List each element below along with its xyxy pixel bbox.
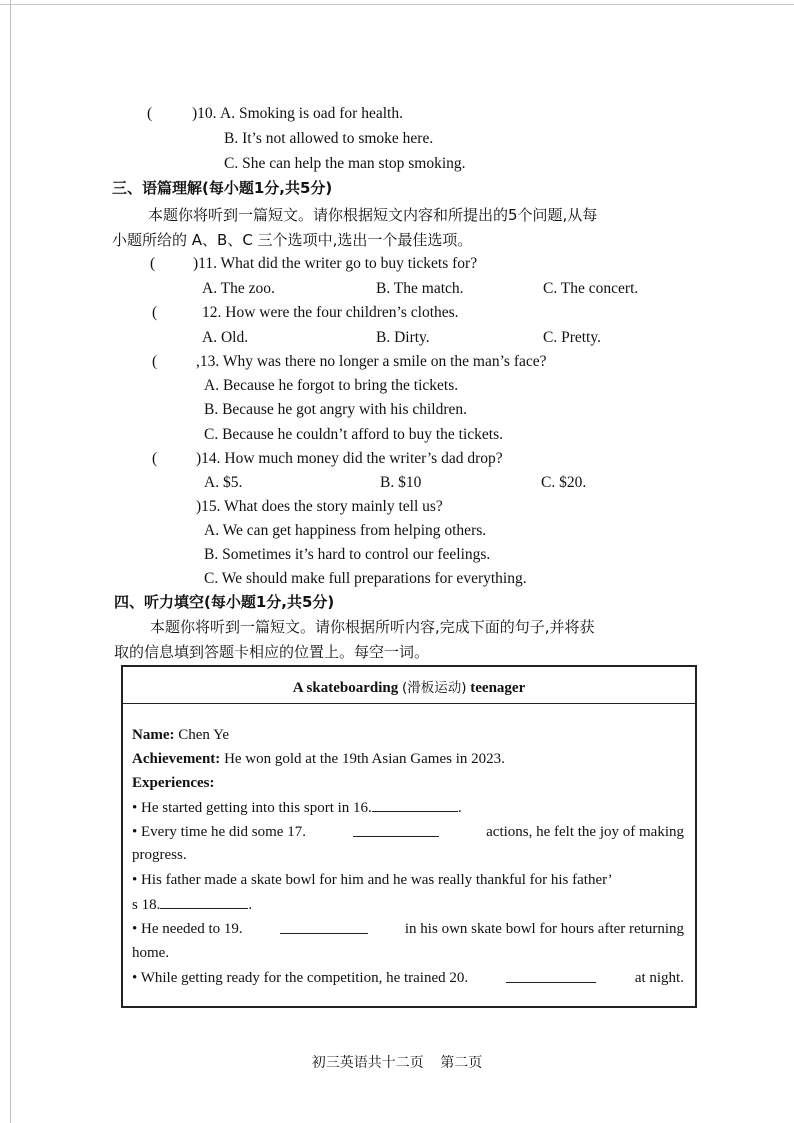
experiences-label: Experiences:	[132, 775, 215, 791]
q13-option-c: C. Because he couldn’t afford to buy the tickets.	[204, 426, 504, 443]
blank-item-17	[132, 822, 684, 842]
achievement-value: He won gold at the 19th Asian Games in 2023.	[224, 751, 505, 767]
item16-text: • He started getting into this sport in 16.	[132, 800, 372, 816]
q12-option-c: C. Pretty.	[543, 329, 601, 346]
info-card-title	[123, 676, 695, 697]
q15-option-a: A. We can get happiness from helping others.	[204, 522, 487, 539]
q13-paren: (	[152, 353, 158, 370]
blank-item-18	[132, 894, 252, 915]
answer-blank-17[interactable]	[353, 822, 439, 837]
q12-paren: (	[152, 304, 158, 321]
answer-blank-18[interactable]	[160, 894, 248, 909]
q12-option-b: B. Dirty.	[376, 329, 430, 346]
section4-heading: 四、听力填空(每小题1分,共5分)	[114, 593, 335, 611]
item17-continuation: progress.	[132, 847, 187, 863]
q15-option-b: B. Sometimes it’s hard to control our feelings.	[204, 546, 491, 563]
blank-item-19	[132, 919, 684, 939]
section3-heading: 三、语篇理解(每小题1分,共5分)	[112, 179, 333, 197]
page-edge-top	[0, 4, 794, 5]
item18-end: .	[248, 897, 253, 913]
q10-option-c: C. She can help the man stop smoking.	[224, 155, 466, 172]
answer-blank-16[interactable]	[372, 797, 458, 812]
item20-text-after: at night.	[634, 970, 684, 986]
q15-option-c: C. We should make full preparations for everything.	[204, 570, 527, 587]
footer-page-number: 第二页	[440, 1055, 483, 1071]
achievement-row	[132, 749, 505, 769]
q14-paren: (	[152, 450, 158, 467]
section3-instruction-line1: 本题你将听到一篇短文。请你根据短文内容和所提出的5个问题,从每	[148, 206, 598, 224]
q12-option-a: A. Old.	[202, 329, 249, 346]
answer-blank-19[interactable]	[280, 919, 368, 934]
section3-instruction-line2: 小题所给的 A、B、C 三个选项中,选出一个最佳选项。	[112, 231, 473, 249]
section4-instruction-line1: 本题你将听到一篇短文。请你根据所听内容,完成下面的句子,并将获	[150, 618, 595, 636]
footer-total-pages: 初三英语共十二页	[311, 1055, 424, 1071]
item18-line1: • His father made a skate bowl for him and he was really thankful for his father’	[132, 872, 613, 888]
info-card-header	[123, 667, 695, 704]
q13-option-b: B. Because he got angry with his children.	[204, 401, 468, 418]
q10-option-b: B. It’s not allowed to smoke here.	[224, 130, 434, 147]
title-part-2: teenager	[470, 680, 526, 696]
experiences-label-row	[132, 773, 214, 793]
q10-paren: (	[147, 105, 153, 122]
title-part-1: A skateboarding	[292, 680, 399, 696]
info-card	[121, 665, 697, 1008]
name-label: Name:	[132, 727, 175, 743]
achievement-label: Achievement:	[132, 751, 221, 767]
answer-blank-20[interactable]	[506, 968, 596, 983]
q11-option-c: C. The concert.	[543, 280, 639, 297]
q11-stem: )11. What did the writer go to buy tickets for?	[193, 255, 478, 272]
item19-text: • He needed to 19.	[132, 921, 243, 937]
q11-paren: (	[150, 255, 156, 272]
q14-stem: )14. How much money did the writer’s dad drop?	[196, 450, 503, 467]
blank-item-16	[132, 797, 462, 818]
q13-stem: ,13. Why was there no longer a smile on the man’s face?	[196, 353, 547, 370]
section4-instruction-line2: 取的信息填到答题卡相应的位置上。每空一词。	[114, 643, 430, 661]
q10-number: )10.	[192, 105, 217, 122]
q12-stem: 12. How were the four children’s clothes.	[202, 304, 459, 321]
q14-option-a: A. $5.	[204, 474, 243, 491]
q15-stem: )15. What does the story mainly tell us?	[196, 498, 443, 515]
q11-option-a: A. The zoo.	[202, 280, 275, 297]
name-value: Chen Ye	[178, 727, 230, 743]
title-chinese-gloss: (滑板运动)	[401, 680, 467, 696]
item20-text: • While getting ready for the competition, he trained 20.	[132, 970, 469, 986]
blank-item-20	[132, 968, 684, 988]
item17-text: • Every time he did some 17.	[132, 824, 306, 840]
item19-continuation: home.	[132, 945, 170, 961]
item18-number: s 18.	[132, 897, 161, 913]
page-footer	[0, 1052, 794, 1072]
q10-option-a: A. Smoking is oad for health.	[220, 105, 403, 122]
q14-option-c: C. $20.	[541, 474, 587, 491]
item17-text-after: actions, he felt the joy of making	[486, 824, 684, 840]
item16-end: .	[457, 800, 462, 816]
q11-option-b: B. The match.	[376, 280, 464, 297]
item19-text-after: in his own skate bowl for hours after returning	[404, 921, 684, 937]
name-row	[132, 725, 229, 745]
q14-option-b: B. $10	[380, 474, 422, 491]
q13-option-a: A. Because he forgot to bring the tickets.	[204, 377, 459, 394]
page-edge-left	[10, 0, 11, 1123]
